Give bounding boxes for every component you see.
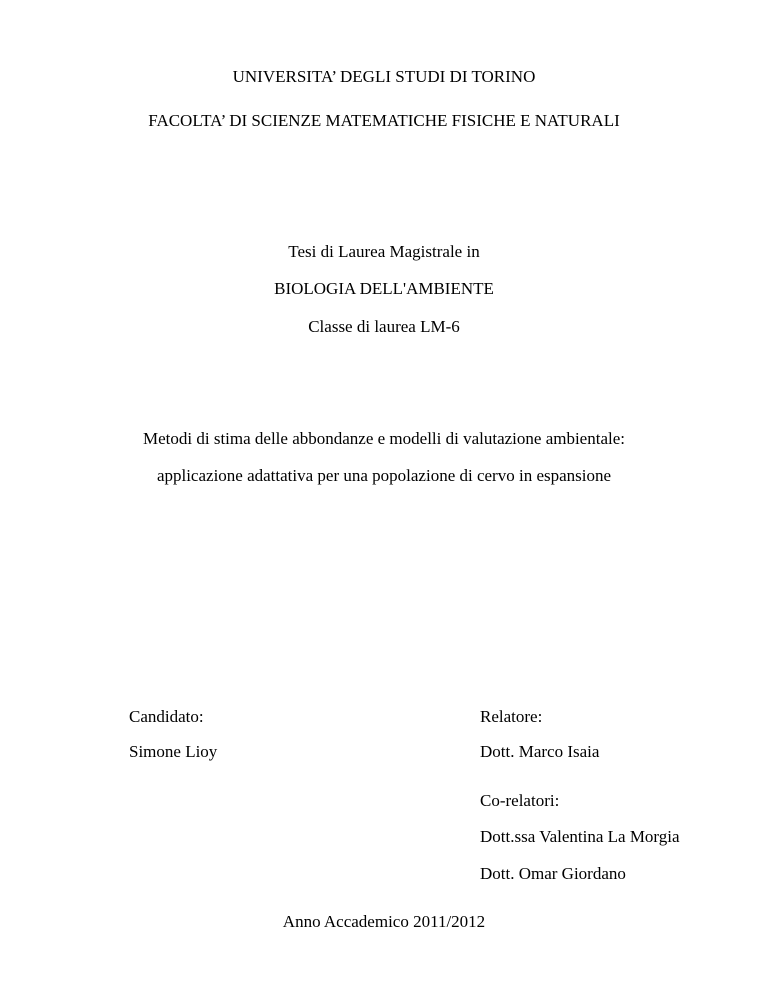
candidate-label: Candidato: xyxy=(129,707,204,726)
candidate-name: Simone Lioy xyxy=(129,742,218,761)
thesis-type: Tesi di Laurea Magistrale in xyxy=(288,242,480,261)
co-supervisor-name: Dott. Omar Giordano xyxy=(480,864,626,883)
thesis-title-line1: Metodi di stima delle abbondanze e modelli di valutazione ambientale: xyxy=(143,429,625,448)
co-supervisor-name: Dott.ssa Valentina La Morgia xyxy=(480,827,680,846)
supervisor-name: Dott. Marco Isaia xyxy=(480,742,600,761)
co-supervisors-label: Co-relatori: xyxy=(480,791,560,810)
degree-class: Classe di laurea LM-6 xyxy=(308,317,460,336)
degree-program: BIOLOGIA DELL'AMBIENTE xyxy=(274,279,494,298)
academic-year: Anno Accademico 2011/2012 xyxy=(282,912,486,931)
university-name: UNIVERSITA’ DEGLI STUDI DI TORINO xyxy=(232,67,536,86)
faculty-name: FACOLTA’ DI SCIENZE MATEMATICHE FISICHE E NATURALI xyxy=(148,111,620,130)
thesis-title-line2: applicazione adattativa per una popolazione di cervo in espansione xyxy=(156,466,612,485)
supervisor-label: Relatore: xyxy=(480,707,543,726)
